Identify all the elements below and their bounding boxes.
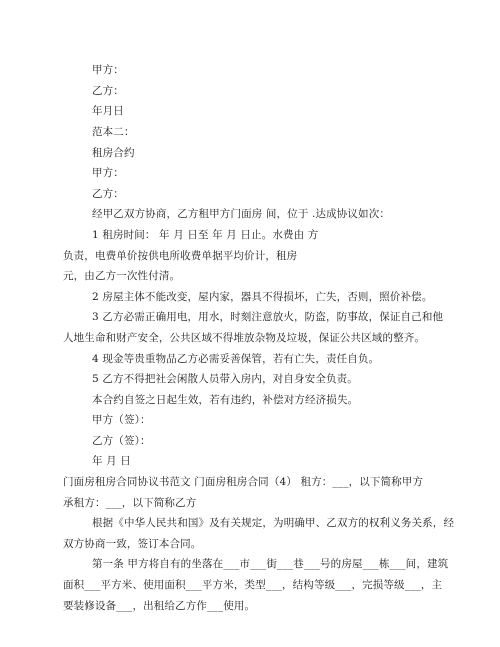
preamble-line-2: 双方协商一致，签订本合同。 [63, 538, 202, 550]
party-b-line-2: 乙方： [92, 188, 124, 200]
party-a-line-2: 甲方： [92, 167, 124, 179]
contract-heading-line-2: 承租方：___，以下简称乙方 [63, 497, 197, 509]
clause-1-line-1: 1 租房时间： 年 月 日至 年 月 日止。水费由 方 [92, 229, 319, 241]
contract-heading-line-1: 门面房租房合同协议书范文 门面房租房合同（4） 租方：___，以下简称甲方 [63, 476, 424, 488]
preamble-line-1: 根据《中华人民共和国》及有关规定，为明确甲、乙双方的权利义务关系，经 [92, 517, 455, 529]
party-a-signature: 甲方（签）： [92, 414, 151, 426]
clause-4: 4 现金等贵重物品乙方必需妥善保管，若有亡失，责任自负。 [92, 353, 380, 365]
clause-3-line-1: 3 乙方必需正确用电，用水，时刻注意放火，防盗，防事故，保证自己和他 [92, 311, 444, 323]
article-1-line-1: 第一条 甲方将自有的坐落在___市___街___巷___号的房屋___栋___间，建筑 [92, 558, 449, 570]
party-b-line: 乙方： [92, 85, 124, 97]
article-1-line-3: 要装修设备___，出租给乙方作___使用。 [63, 600, 256, 612]
date-line: 年月日 [92, 105, 124, 117]
clause-5: 5 乙方不得把社会闲散人员带入房内，对自身安全负责。 [92, 373, 358, 385]
clause-1-line-3: 元，由乙方一次性付清。 [63, 270, 181, 282]
article-1-line-2: 面积___平方米、使用面积___平方米，类型___，结构等级___，完损等级___，主 [63, 579, 443, 591]
effective-clause: 本合约自签之日起生效，若有违约，补偿对方经济损失。 [92, 394, 359, 406]
template-heading: 范本二： [92, 126, 135, 138]
party-b-signature: 乙方（签）： [92, 435, 151, 447]
agreement-intro: 经甲乙双方协商，乙方租甲方门面房 间，位于 .达成协议如次： [92, 208, 391, 220]
contract-title: 租房合约 [92, 147, 135, 159]
party-a-line: 甲方： [92, 64, 124, 76]
clause-2: 2 房屋主体不能改变，屋内家，器具不得损坏，亡失，否则，照价补偿。 [92, 291, 433, 303]
signature-date: 年 月 日 [92, 455, 131, 467]
clause-3-line-2: 人地生命和财产安全，公共区域不得堆放杂物及垃圾，保证公共区域的整齐。 [63, 332, 426, 344]
clause-1-line-2: 负责，电费单价按供电所收费单据平均价计，租房 [63, 250, 298, 262]
